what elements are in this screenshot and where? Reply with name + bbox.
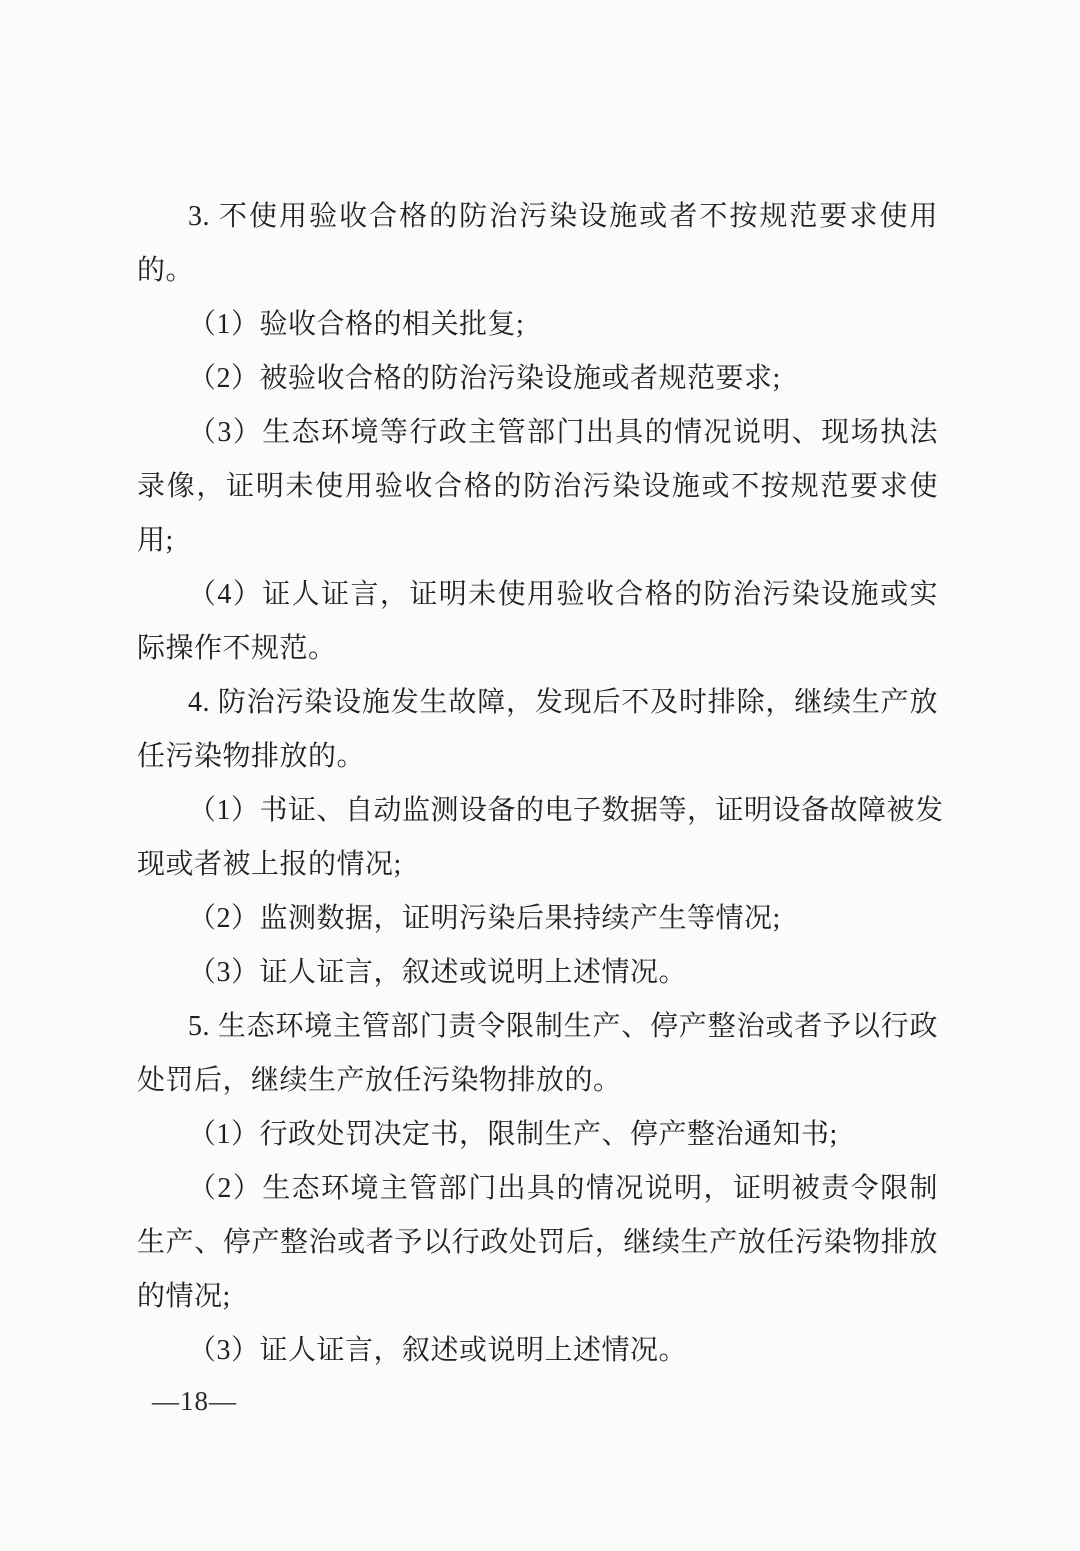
text-line: （3）生态环境等行政主管部门出具的情况说明、现场执法 [188,417,938,448]
paragraph-item-3 [137,190,938,298]
paragraph-sub-2 [137,1162,938,1324]
paragraph-sub-4 [137,568,938,676]
paragraph-sub-1 [137,784,944,892]
page-footer [152,1378,237,1424]
text-line: 的。 [137,255,195,286]
text-line: （4）证人证言，证明未使用验收合格的防治污染设施或实 [188,579,938,610]
paragraph-sub-3 [137,946,938,1000]
paragraph-sub-1 [137,298,938,352]
page-number: —18— [152,1386,237,1416]
text-line: 4. 防治污染设施发生故障，发现后不及时排除，继续生产放 [188,687,938,718]
text-line: 任污染物排放的。 [137,741,366,772]
text-line: 3. 不使用验收合格的防治污染设施或者不按规范要求使用 [188,201,938,232]
text-line: 用; [137,525,174,556]
text-line: 录像，证明未使用验收合格的防治污染设施或不按规范要求使 [137,471,938,502]
text-line: （3）证人证言，叙述或说明上述情况。 [188,957,688,988]
text-line: （2）生态环境主管部门出具的情况说明，证明被责令限制 [188,1173,938,1204]
paragraph-sub-2 [137,352,938,406]
paragraph-item-5 [137,1000,938,1108]
paragraph-sub-3 [137,1324,938,1378]
text-line: 生产、停产整治或者予以行政处罚后，继续生产放任污染物排放 [137,1227,938,1258]
text-line: 际操作不规范。 [137,633,337,664]
paragraph-item-4 [137,676,938,784]
text-line: （2）被验收合格的防治污染设施或者规范要求; [188,363,781,394]
text-line: （2）监测数据，证明污染后果持续产生等情况; [188,903,781,934]
text-line: 处罚后，继续生产放任污染物排放的。 [137,1065,622,1096]
text-line: （1）书证、自动监测设备的电子数据等，证明设备故障被发 [188,795,944,826]
document-body [137,190,944,1378]
paragraph-sub-1 [137,1108,938,1162]
text-line: 5. 生态环境主管部门责令限制生产、停产整治或者予以行政 [188,1011,938,1042]
text-line: （1）验收合格的相关批复; [188,309,525,340]
text-line: 现或者被上报的情况; [137,849,402,880]
paragraph-sub-2 [137,892,938,946]
text-line: （1）行政处罚决定书，限制生产、停产整治通知书; [188,1119,838,1150]
paragraph-sub-3 [137,406,938,568]
text-line: （3）证人证言，叙述或说明上述情况。 [188,1335,688,1366]
text-line: 的情况; [137,1281,231,1312]
